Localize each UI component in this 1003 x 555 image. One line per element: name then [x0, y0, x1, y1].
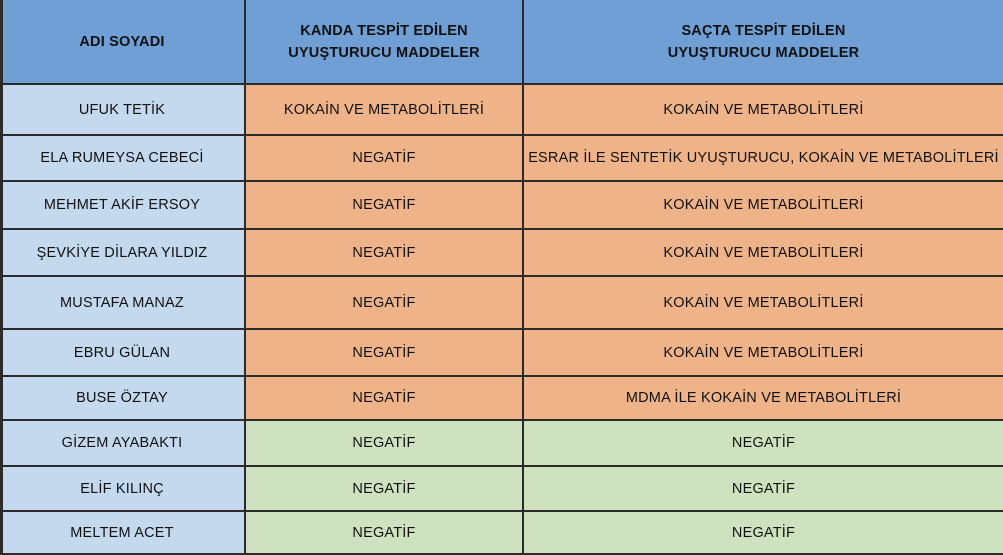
- blood-result-cell: NEGATİF: [246, 182, 524, 230]
- blood-result-cell: NEGATİF: [246, 512, 524, 555]
- header-row: [0, 0, 1003, 85]
- name-cell: UFUK TETİK: [0, 85, 246, 136]
- hair-result-cell: KOKAİN VE METABOLİTLERİ: [524, 230, 1003, 277]
- name-cell: ELA RUMEYSA CEBECİ: [0, 136, 246, 182]
- hair-result-cell: MDMA İLE KOKAİN VE METABOLİTLERİ: [524, 377, 1003, 421]
- table-row: [0, 421, 1003, 467]
- hair-result-cell: KOKAİN VE METABOLİTLERİ: [524, 182, 1003, 230]
- blood-result-cell: NEGATİF: [246, 377, 524, 421]
- table-left-border: [0, 0, 3, 555]
- table-row: [0, 377, 1003, 421]
- hair-result-cell: KOKAİN VE METABOLİTLERİ: [524, 277, 1003, 330]
- header-hair: SAÇTA TESPİT EDİLEN UYUŞTURUCU MADDELER: [524, 0, 1003, 85]
- name-cell: ŞEVKİYE DİLARA YILDIZ: [0, 230, 246, 277]
- blood-result-cell: NEGATİF: [246, 421, 524, 467]
- table-row: [0, 330, 1003, 377]
- name-cell: EBRU GÜLAN: [0, 330, 246, 377]
- table-row: [0, 85, 1003, 136]
- table-row: [0, 230, 1003, 277]
- hair-result-cell: KOKAİN VE METABOLİTLERİ: [524, 330, 1003, 377]
- blood-result-cell: NEGATİF: [246, 277, 524, 330]
- name-cell: MUSTAFA MANAZ: [0, 277, 246, 330]
- hair-result-cell: NEGATİF: [524, 467, 1003, 512]
- name-cell: MELTEM ACET: [0, 512, 246, 555]
- blood-result-cell: NEGATİF: [246, 136, 524, 182]
- header-blood: KANDA TESPİT EDİLEN UYUŞTURUCU MADDELER: [246, 0, 524, 85]
- name-cell: BUSE ÖZTAY: [0, 377, 246, 421]
- blood-result-cell: NEGATİF: [246, 330, 524, 377]
- table-row: [0, 467, 1003, 512]
- hair-result-cell: ESRAR İLE SENTETİK UYUŞTURUCU, KOKAİN VE METABOLİTLERİ: [524, 136, 1003, 182]
- table-row: [0, 512, 1003, 555]
- hair-result-cell: NEGATİF: [524, 512, 1003, 555]
- table-row: [0, 182, 1003, 230]
- blood-result-cell: KOKAİN VE METABOLİTLERİ: [246, 85, 524, 136]
- header-name: ADI SOYADI: [0, 0, 246, 85]
- table-row: [0, 277, 1003, 330]
- hair-result-cell: NEGATİF: [524, 421, 1003, 467]
- blood-result-cell: NEGATİF: [246, 230, 524, 277]
- blood-result-cell: NEGATİF: [246, 467, 524, 512]
- hair-result-cell: KOKAİN VE METABOLİTLERİ: [524, 85, 1003, 136]
- table-row: [0, 136, 1003, 182]
- name-cell: ELİF KILINÇ: [0, 467, 246, 512]
- name-cell: GİZEM AYABAKTI: [0, 421, 246, 467]
- name-cell: MEHMET AKİF ERSOY: [0, 182, 246, 230]
